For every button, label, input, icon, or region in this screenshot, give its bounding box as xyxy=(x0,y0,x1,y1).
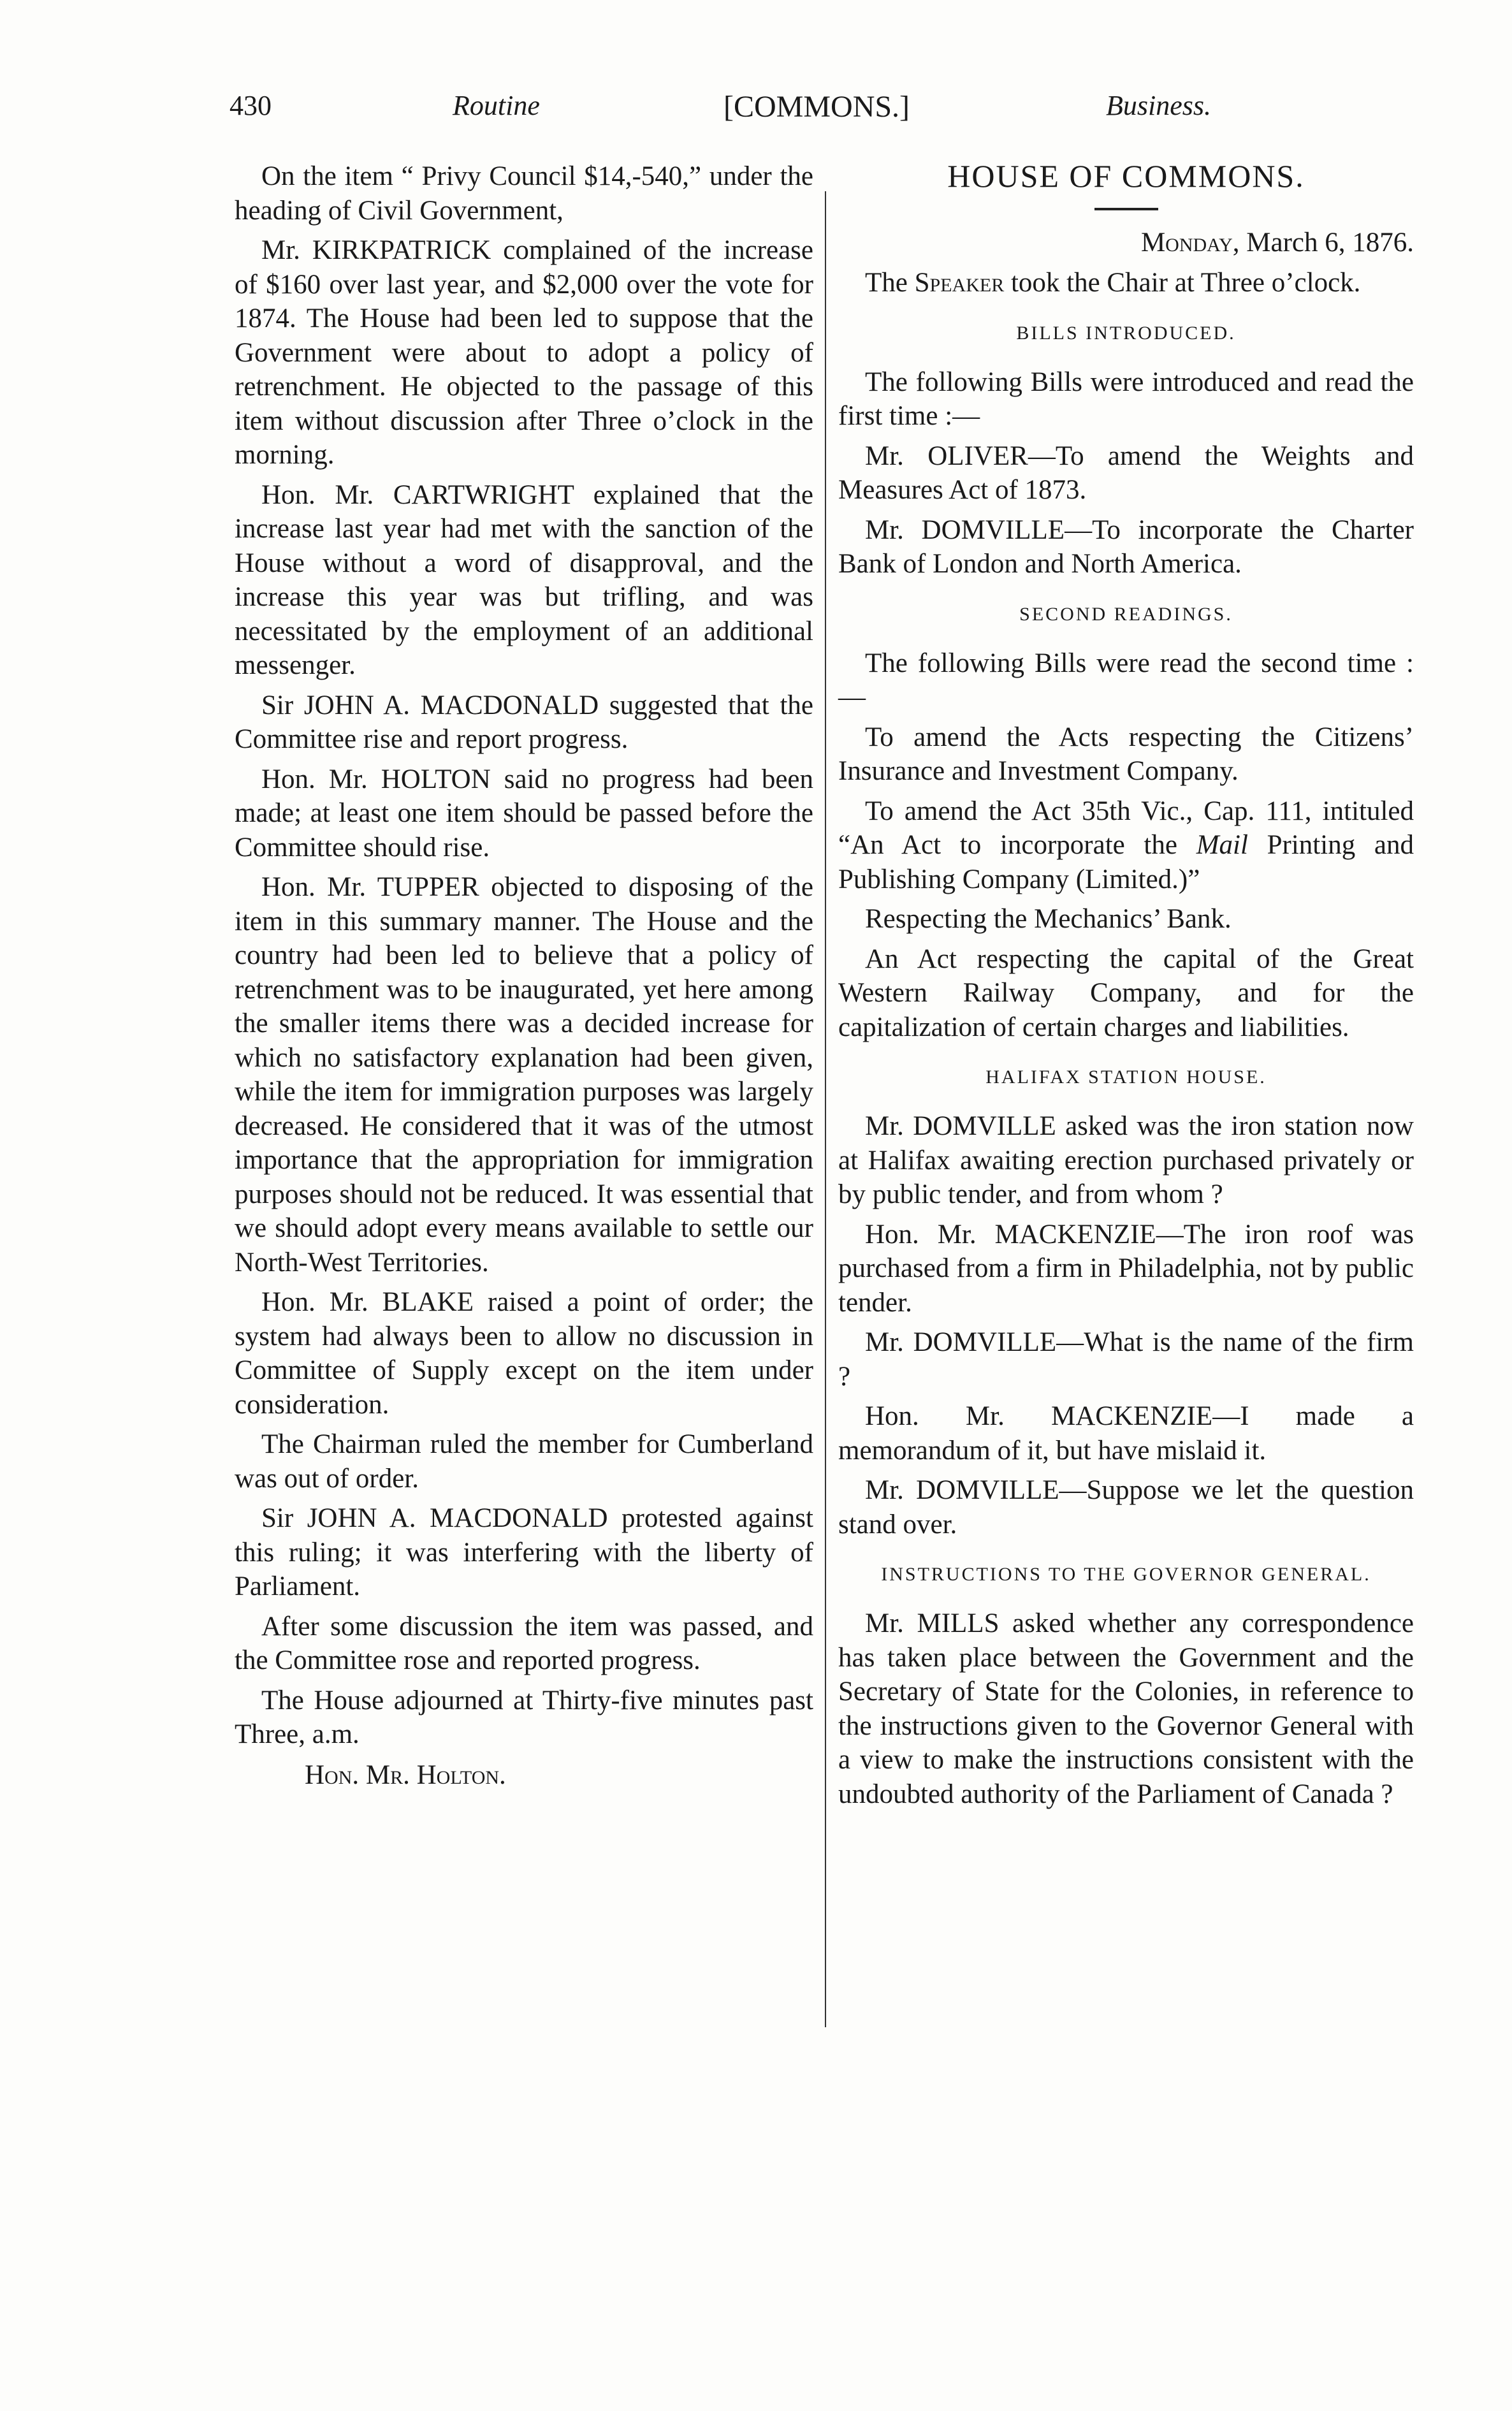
speaker-name: Mr. DOMVILLE xyxy=(865,1111,1056,1141)
paragraph: Mr. DOMVILLE—What is the name of the firm ? xyxy=(838,1327,1414,1392)
paragraph: An Act respecting the capital of the Great Western Railway Company, and for the capitalization of certain charges and liabilities. xyxy=(838,943,1414,1042)
paragraph: Sir JOHN A. MACDONALD protested against this ruling; it was interfering with the liberty of Parliament. xyxy=(235,1503,813,1601)
speaker-name: Hon. Mr. BLAKE xyxy=(261,1287,474,1317)
date-line: Monday, March 6, 1876. xyxy=(1140,227,1414,258)
speaker-name: Hon. Mr. MACKENZIE xyxy=(865,1401,1213,1431)
speaker-name: Mr. DOMVILLE xyxy=(865,514,1065,545)
paragraph: Hon. Mr. MACKENZIE—I made a memorandum of it, but have mislaid it. xyxy=(838,1401,1414,1466)
left-column xyxy=(235,159,813,1798)
speaker-name: Mr. DOMVILLE xyxy=(865,1475,1059,1505)
paragraph: Sir JOHN A. MACDONALD suggested that the Committee rise and report progress. xyxy=(235,690,813,754)
speaker-name: Mr. KIRKPATRICK xyxy=(261,235,491,265)
paragraph: Mr. MILLS asked whether any correspondence has taken place between the Government and the Secretary of State for the Colonies, in reference to the instructions given to the Governor General with a view to make the instructions consistent with the undoubted authority of the Parliament of Canada ? xyxy=(838,1608,1414,1809)
paragraph: To amend the Act 35th Vic., Cap. 111, intituled “An Act to incorporate the Mail Printing and Publishing Company (Limited.)” xyxy=(838,796,1414,894)
running-head-right: Business. xyxy=(1106,90,1211,121)
speaker-name: Sir JOHN A. MACDONALD xyxy=(261,1503,608,1533)
section-heading: HALIFAX STATION HOUSE. xyxy=(985,1067,1267,1088)
speaker-name: Hon. Mr. TUPPER xyxy=(261,872,479,902)
speaker-name: Hon. Mr. HOLTON xyxy=(261,764,491,794)
speaker-name: Mr. MILLS xyxy=(865,1608,1000,1638)
paragraph: The following Bills were read the second time :— xyxy=(838,648,1414,712)
paragraph: Hon. Mr. MACKENZIE—The iron roof was purchased from a firm in Philadelphia, not by public tender. xyxy=(838,1219,1414,1318)
paragraph: Hon. Mr. HOLTON said no progress had been made; at least one item should be passed before the Committee should rise. xyxy=(235,764,813,863)
paragraph: The following Bills were introduced and read the first time :— xyxy=(838,367,1414,431)
paragraph: The House adjourned at Thirty-five minutes past Three, a.m. xyxy=(235,1685,813,1749)
running-head-left: Routine xyxy=(453,90,540,121)
section-heading: BILLS INTRODUCED. xyxy=(1016,322,1236,344)
paragraph: Mr. DOMVILLE asked was the iron station now at Halifax awaiting erection purchased privately or by public tender, and from whom ? xyxy=(838,1111,1414,1209)
speaker-name: Mr. DOMVILLE xyxy=(865,1327,1057,1357)
paragraph: On the item “ Privy Council $14,-540,” under the heading of Civil Government, xyxy=(235,161,813,226)
paragraph: After some discussion the item was passed, and the Committee rose and reported progress. xyxy=(235,1611,813,1675)
section-heading: INSTRUCTIONS TO THE GOVERNOR GENERAL. xyxy=(881,1564,1371,1585)
speaker-name: Hon. Mr. MACKENZIE xyxy=(865,1219,1156,1249)
right-column xyxy=(838,159,1414,1817)
paragraph: Respecting the Mechanics’ Bank. xyxy=(865,904,1232,934)
signature: Hon. Mr. Holton. xyxy=(305,1759,506,1790)
paragraph: Mr. OLIVER—To amend the Weights and Measures Act of 1873. xyxy=(838,441,1414,505)
title-rule xyxy=(1094,208,1158,210)
section-heading: SECOND READINGS. xyxy=(1019,603,1233,625)
page-header xyxy=(229,89,1237,134)
paragraph: The Chairman ruled the member for Cumberland was out of order. xyxy=(235,1429,813,1494)
paragraph: Hon. Mr. TUPPER objected to disposing of the item in this summary manner. The House and the country had been led to believe that a policy of retrenchment was to be inaugurated, yet here among the smaller items there was a decided increase for which no satisfactory explanation had been given, while the item for immigration purposes was largely decreased. He considered that it was of the utmost importance that the appropriation for immigration purposes should not be reduced. It was essential that we should adopt every means available to settle our North-West Territories. xyxy=(235,872,813,1278)
speaker-name: Mr. OLIVER xyxy=(865,441,1028,471)
paragraph: Hon. Mr. BLAKE raised a point of order; the system had always been to allow no discussion in Committee of Supply except on the item under consideration. xyxy=(235,1287,813,1420)
column-divider xyxy=(825,191,826,2027)
paragraph: Mr. DOMVILLE—To incorporate the Charter Bank of London and North America. xyxy=(838,514,1414,579)
paragraph: Mr. KIRKPATRICK complained of the increase of $160 over last year, and $2,000 over the vote for 1874. The House had been led to suppose that the Government were about to adopt a policy of retrenchment. He objected to the passage of this item without discussion after Three o’clock in the morning. xyxy=(235,235,813,470)
speaker-name: Hon. Mr. CARTWRIGHT xyxy=(261,479,574,510)
paragraph: Hon. Mr. CARTWRIGHT explained that the increase last year had met with the sanction of the House without a word of disapproval, and the increase this year was but trifling, and was necessitated by the employment of an additional messenger. xyxy=(235,479,813,680)
page-number: 430 xyxy=(229,90,272,121)
speaker-name: Sir JOHN A. MACDONALD xyxy=(261,690,599,720)
speaker-name: Speaker xyxy=(914,268,1005,298)
section-title: HOUSE OF COMMONS. xyxy=(947,158,1305,194)
running-head-center: [COMMONS.] xyxy=(723,90,910,124)
paragraph: The Speaker took the Chair at Three o’clock. xyxy=(865,268,1361,298)
paragraph: To amend the Acts respecting the Citizens’ Insurance and Investment Company. xyxy=(838,722,1414,786)
paragraph: Mr. DOMVILLE—Suppose we let the question stand over. xyxy=(838,1475,1414,1540)
